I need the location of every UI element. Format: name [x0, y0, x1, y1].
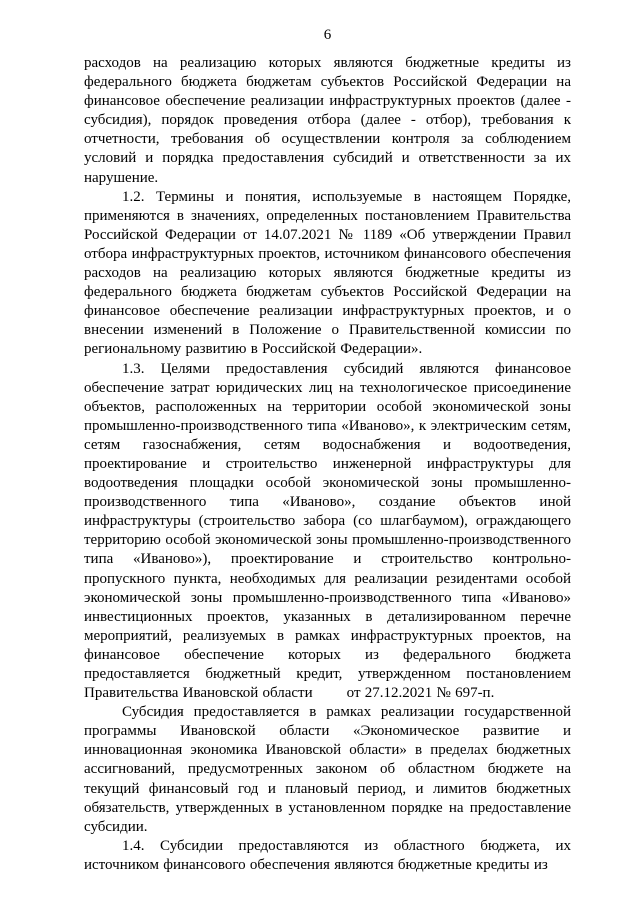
- paragraph: 1.4. Субсидии предоставляются из областного бюджета, их источником финансового обеспечения являются бюджетные кредиты из: [84, 837, 571, 873]
- paragraph: расходов на реализацию которых являются бюджетные кредиты из федерального бюджета бюджетам субъектов Российской Федерации на финансовое обеспечение реализации инфраструктурных проектов (далее - субсидия), порядок проведения отбора (далее - отбор), требования к отчетности, требования об осуществлении контроля за соблюдением условий и порядка предоставления субсидий и ответственности за их нарушение.: [84, 55, 571, 186]
- paragraph: 1.2. Термины и понятия, используемые в настоящем Порядке, применяются в значениях, определенных постановлением Правительства Российской Федерации от 14.07.2021 № 1189 «Об утверждении Правил отбора инфраструктурных проектов, источником финансового обеспечения расходов на реализацию которых являются бюджетные кредиты из федерального бюджета бюджетам субъектов Российской Федерации на финансовое обеспечение реализации инфраструктурных проектов, и о внесении изменений в Положение о Правительственной комиссии по региональному развитию в Российской Федерации».: [84, 188, 571, 358]
- paragraph: Субсидия предоставляется в рамках реализации государственной программы Ивановской области «Экономическое развитие и инновационная экономика Ивановской области» в пределах бюджетных ассигнований, предусмотренных законом об областном бюджете на текущий финансовый год и плановый период, и лимитов бюджетных обязательств, утвержденных в установленном порядке на предоставление субсидии.: [84, 704, 571, 835]
- page-number: 6: [323, 27, 332, 43]
- document-body: [84, 54, 571, 875]
- paragraph: 1.3. Целями предоставления субсидий являются финансовое обеспечение затрат юридических лиц на технологическое присоединение объектов, расположенных на территории особой экономической зоны промышленно-производственного типа «Иваново», к электрическим сетям, сетям газоснабжения, сетям водоснабжения и водоотведения, проектирование и строительство инженерной инфраструктуры для водоотведения площадки особой экономической зоны промышленно-производственного типа «Иваново», создание объектов иной инфраструктуры (строительство забора (со шлагбаумом), ограждающего территорию особой экономической зоны промышленно-производственного типа «Иваново»), проектирование и строительство контрольно-пропускного пункта, необходимых для реализации резидентами особой экономической зоны промышленно-производственного типа «Иваново» инвестиционных проектов, указанных в детализированном перечне мероприятий, реализуемых в рамках инфраструктурных проектов, на финансовое обеспечение которых из федерального бюджета предоставляется бюджетный кредит, утвержденном постановлением Правительства Ивановской области от 27.12.2021 № 697-п.: [84, 360, 571, 702]
